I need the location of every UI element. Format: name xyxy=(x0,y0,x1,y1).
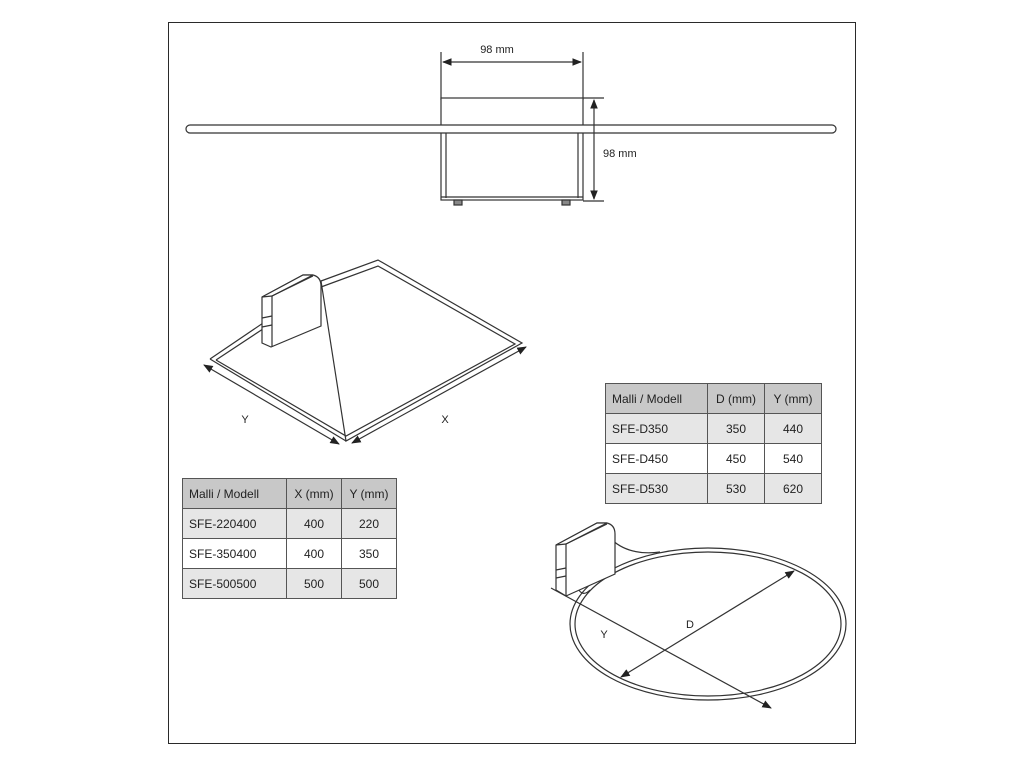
table-header-row xyxy=(183,479,397,509)
top-view xyxy=(186,52,836,205)
header-model: Malli / Modell xyxy=(183,479,287,509)
cell-y: 500 xyxy=(342,569,397,599)
rect-y-dimension xyxy=(204,365,339,444)
round-y-label: Y xyxy=(600,629,608,641)
cell-model: SFE-220400 xyxy=(183,509,287,539)
table-row xyxy=(183,569,397,599)
rect-x-dimension xyxy=(352,347,526,443)
cell-d: 350 xyxy=(708,414,765,444)
table-header-row xyxy=(606,384,822,414)
foot-left xyxy=(454,200,462,205)
cell-model: SFE-350400 xyxy=(183,539,287,569)
rect-loop-outer xyxy=(210,260,522,441)
header-x: X (mm) xyxy=(287,479,342,509)
rect-models-table xyxy=(182,478,397,599)
cell-d: 530 xyxy=(708,474,765,504)
rect-loop-edge-left xyxy=(210,359,346,441)
cell-x: 500 xyxy=(287,569,342,599)
cell-y: 350 xyxy=(342,539,397,569)
round-d-dimension xyxy=(621,571,794,677)
rect-loop-diagram xyxy=(204,260,526,444)
wire-rod xyxy=(186,125,836,133)
rect-loop-inner xyxy=(216,266,515,436)
round-models-table xyxy=(605,383,822,504)
round-d-label: D xyxy=(686,619,694,631)
table-row xyxy=(183,509,397,539)
cell-model: SFE-D350 xyxy=(606,414,708,444)
cell-y: 620 xyxy=(765,474,822,504)
header-model: Malli / Modell xyxy=(606,384,708,414)
rect-x-label: X xyxy=(441,414,449,426)
cell-x: 400 xyxy=(287,509,342,539)
header-y: Y (mm) xyxy=(342,479,397,509)
cell-model: SFE-D450 xyxy=(606,444,708,474)
table-row xyxy=(606,444,822,474)
cell-model: SFE-500500 xyxy=(183,569,287,599)
foot-right xyxy=(562,200,570,205)
header-d: D (mm) xyxy=(708,384,765,414)
sensor-housing xyxy=(441,98,583,200)
table-row xyxy=(606,474,822,504)
cell-y: 220 xyxy=(342,509,397,539)
round-loop-diagram xyxy=(551,523,846,708)
rect-y-label: Y xyxy=(241,414,249,426)
cell-y: 440 xyxy=(765,414,822,444)
table-row xyxy=(606,414,822,444)
table-row xyxy=(183,539,397,569)
cell-x: 400 xyxy=(287,539,342,569)
height-label: 98 mm xyxy=(603,148,637,160)
width-label: 98 mm xyxy=(480,44,514,56)
cell-y: 540 xyxy=(765,444,822,474)
cell-model: SFE-D530 xyxy=(606,474,708,504)
cell-d: 450 xyxy=(708,444,765,474)
header-y: Y (mm) xyxy=(765,384,822,414)
